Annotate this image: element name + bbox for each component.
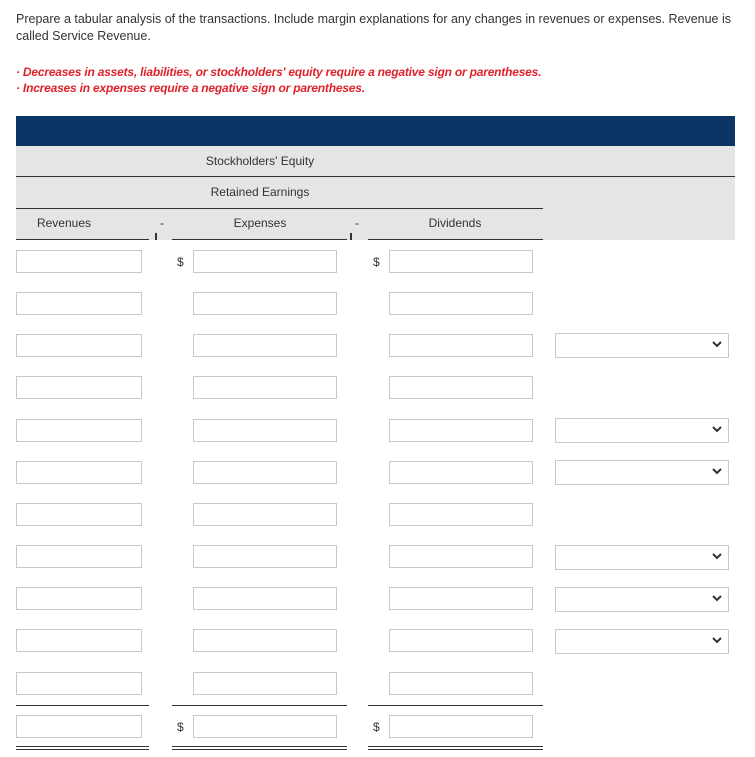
column-separator [350,233,352,240]
minus-operator-1: - [160,216,164,230]
dividends-underline [368,239,543,240]
currency-symbol: $ [373,720,380,734]
explanation-dropdown[interactable] [555,587,729,612]
revenues-input[interactable] [16,292,142,315]
chevron-down-icon [711,592,723,604]
expenses-input[interactable] [193,672,337,695]
header-divider-2 [16,208,543,209]
column-separator [155,233,157,240]
chevron-down-icon [711,338,723,350]
expenses-input[interactable] [193,461,337,484]
expenses-input[interactable] [193,250,337,273]
column-header-dividends: Dividends [428,216,482,230]
header-stockholders-equity: Stockholders' Equity [205,154,315,168]
explanation-dropdown[interactable] [555,629,729,654]
revenues-input[interactable] [16,250,142,273]
column-header-expenses: Expenses [233,216,287,230]
dividends-input[interactable] [389,545,533,568]
expenses-input[interactable] [193,587,337,610]
currency-symbol: $ [373,255,380,269]
chevron-down-icon [711,423,723,435]
dividends-input[interactable] [389,250,533,273]
revenues-input[interactable] [16,545,142,568]
revenues-input[interactable] [16,376,142,399]
revenues-input[interactable] [16,334,142,357]
expenses-input[interactable] [193,419,337,442]
note-increases: · Increases in expenses require a negative sign or parentheses. [16,81,365,95]
dividends-input[interactable] [389,334,533,357]
total-rule [368,705,543,706]
dividends-input[interactable] [389,629,533,652]
explanation-dropdown[interactable] [555,460,729,485]
double-rule [368,749,543,750]
dividends-input[interactable] [389,419,533,442]
instructions-text: Prepare a tabular analysis of the transactions. Include margin explanations for any changes in revenues or expenses. Revenue is called Service Revenue. [16,12,732,43]
total-rule [16,705,149,706]
header-retained-earnings: Retained Earnings [210,185,310,199]
revenues-input[interactable] [16,587,142,610]
double-rule [16,746,149,747]
dividends-input[interactable] [389,503,533,526]
revenues-input[interactable] [16,629,142,652]
dividends-input[interactable] [389,376,533,399]
header-divider-1 [16,176,735,177]
note-decreases: · Decreases in assets, liabilities, or stockholders' equity require a negative sign or parentheses. [16,65,542,79]
double-rule [172,749,347,750]
minus-operator-2: - [355,216,359,230]
dividends-input[interactable] [389,461,533,484]
revenues-input[interactable] [16,419,142,442]
dividends-total-input[interactable] [389,715,533,738]
expenses-input[interactable] [193,376,337,399]
revenues-underline [16,239,149,240]
double-rule [16,749,149,750]
currency-symbol: $ [177,255,184,269]
table-title-bar [16,116,735,146]
double-rule [368,746,543,747]
revenues-input[interactable] [16,672,142,695]
dividends-input[interactable] [389,587,533,610]
expenses-input[interactable] [193,292,337,315]
currency-symbol: $ [177,720,184,734]
chevron-down-icon [711,465,723,477]
chevron-down-icon [711,550,723,562]
explanation-dropdown[interactable] [555,418,729,443]
expenses-input[interactable] [193,334,337,357]
instruction-notes [16,64,541,96]
expenses-input[interactable] [193,545,337,568]
revenues-total-input[interactable] [16,715,142,738]
explanation-dropdown[interactable] [555,333,729,358]
explanation-dropdown[interactable] [555,545,729,570]
dividends-input[interactable] [389,292,533,315]
column-header-revenues: Revenues [36,216,92,230]
dividends-input[interactable] [389,672,533,695]
expenses-underline [172,239,347,240]
expenses-total-input[interactable] [193,715,337,738]
revenues-input[interactable] [16,461,142,484]
double-rule [172,746,347,747]
expenses-input[interactable] [193,629,337,652]
revenues-input[interactable] [16,503,142,526]
table-header-band [16,146,735,240]
expenses-input[interactable] [193,503,337,526]
total-rule [172,705,347,706]
chevron-down-icon [711,634,723,646]
